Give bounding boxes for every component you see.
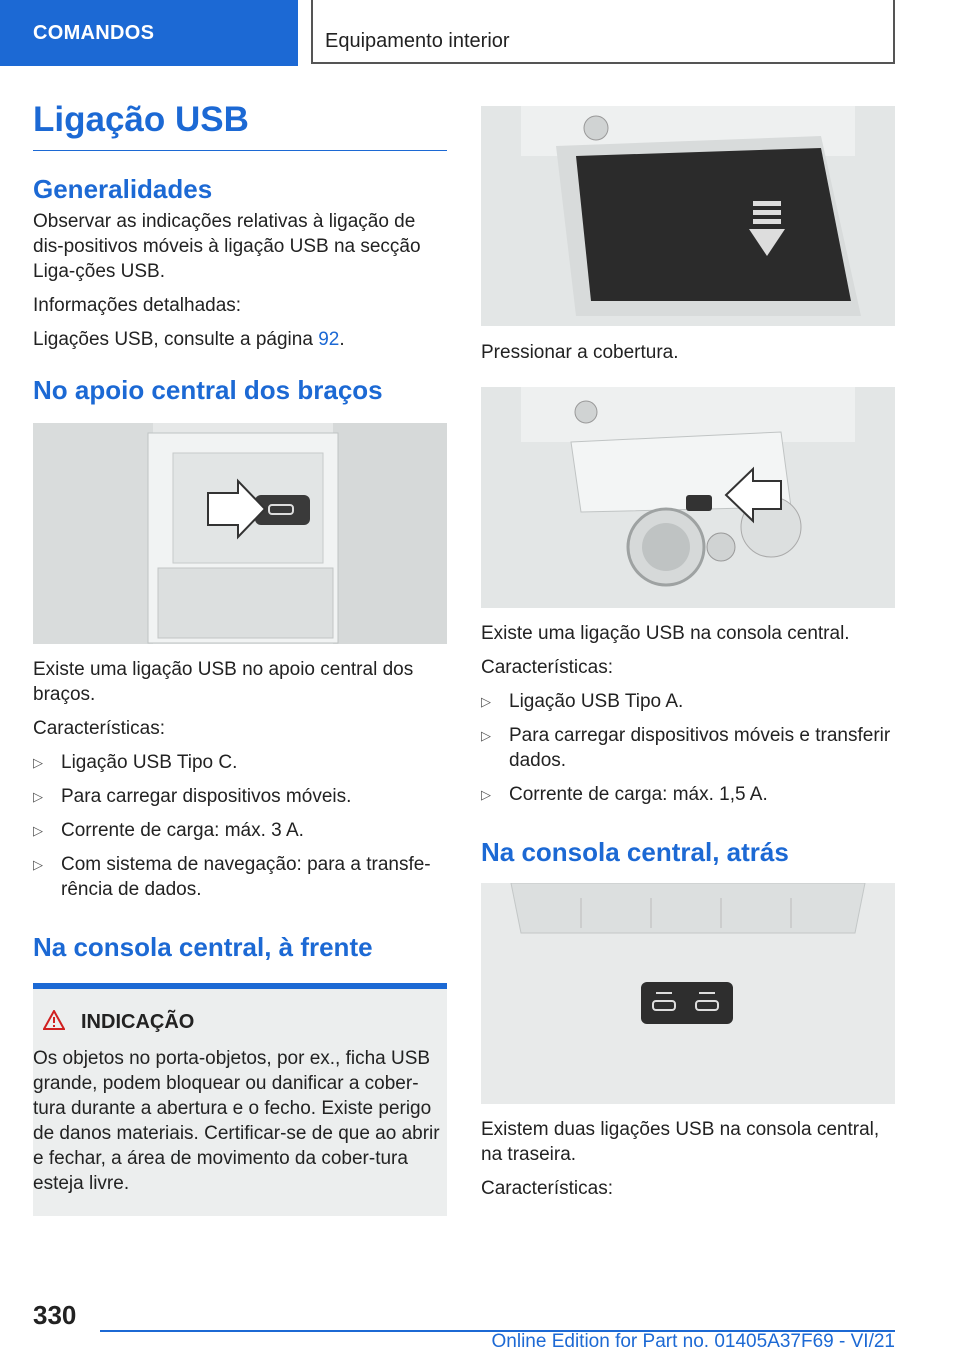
cover-press-image bbox=[481, 106, 895, 326]
section-tab bbox=[0, 0, 298, 66]
center-features-list bbox=[481, 689, 895, 807]
list-item: ▷ Corrente de carga: máx. 3 A. bbox=[33, 820, 304, 841]
armrest-caption: Existe uma ligação USB no apoio central dos braços. bbox=[33, 659, 414, 705]
triangle-right-icon: ▷ bbox=[481, 728, 491, 743]
page-link[interactable]: 92 bbox=[318, 329, 340, 350]
notice-box bbox=[33, 983, 447, 1216]
right-column bbox=[481, 106, 895, 1201]
list-item: ▷ Para carregar dispositivos móveis e transferir dados. bbox=[481, 725, 891, 771]
center-usb-image bbox=[481, 387, 895, 608]
triangle-right-icon: ▷ bbox=[33, 823, 43, 838]
rear-features-label: Características: bbox=[481, 1178, 613, 1199]
armrest-usb-image bbox=[33, 423, 447, 644]
armrest-features-list bbox=[33, 750, 447, 902]
armrest-heading: No apoio central dos braços bbox=[33, 375, 383, 405]
list-item: ▷ Ligação USB Tipo A. bbox=[481, 691, 684, 712]
section-label: COMANDOS bbox=[33, 22, 155, 44]
rear-usb-image bbox=[481, 883, 895, 1104]
press-caption: Pressionar a cobertura. bbox=[481, 342, 679, 363]
list-item: ▷ Com sistema de navegação: para a transfe-rência de dados. bbox=[33, 854, 431, 900]
details-ref-text: Ligações USB, consulte a página bbox=[33, 329, 319, 350]
rear-console-heading: Na consola central, atrás bbox=[481, 837, 789, 867]
list-item: ▷ Ligação USB Tipo C. bbox=[33, 752, 238, 773]
notice-header bbox=[33, 1011, 447, 1034]
details-label: Informações detalhadas: bbox=[33, 295, 242, 316]
notice-text: Os objetos no porta-objetos, por ex., ficha USB grande, podem bloquear ou danificar a cober-tura durante a abertura e o fecho. Existe perigo de danos materiais. Certificar-se de que ao abrir e fechar, a área de movimento da cober-tura esteja livre. bbox=[33, 1048, 440, 1194]
warning-triangle-icon bbox=[43, 1010, 65, 1030]
edition-footer: Online Edition for Part no. 01405A37F69 - VI/21 bbox=[491, 1331, 895, 1352]
triangle-right-icon: ▷ bbox=[33, 857, 43, 872]
triangle-right-icon: ▷ bbox=[481, 787, 491, 802]
general-heading: Generalidades bbox=[33, 174, 213, 204]
left-column bbox=[33, 100, 447, 1216]
triangle-right-icon: ▷ bbox=[33, 789, 43, 804]
rear-caption: Existem duas ligações USB na consola central, na traseira. bbox=[481, 1119, 880, 1165]
center-features-label: Características: bbox=[481, 657, 613, 678]
page-title: Ligação USB bbox=[33, 100, 447, 151]
front-console-heading: Na consola central, à frente bbox=[33, 932, 373, 962]
armrest-features-label: Características: bbox=[33, 718, 165, 739]
notice-title: INDICAÇÃO bbox=[81, 1011, 195, 1033]
triangle-right-icon: ▷ bbox=[33, 755, 43, 770]
center-caption: Existe uma ligação USB na consola central. bbox=[481, 623, 850, 644]
list-item: ▷ Para carregar dispositivos móveis. bbox=[33, 786, 352, 807]
chapter-title: Equipamento interior bbox=[325, 30, 510, 52]
list-item: ▷ Corrente de carga: máx. 1,5 A. bbox=[481, 784, 768, 805]
details-reference bbox=[33, 327, 447, 352]
details-ref-end: . bbox=[339, 329, 345, 350]
page-number: 330 bbox=[33, 1300, 77, 1330]
general-text: Observar as indicações relativas à ligação de dis-positivos móveis à ligação USB na secção Liga-ções USB. bbox=[33, 211, 421, 282]
triangle-right-icon: ▷ bbox=[481, 694, 491, 709]
